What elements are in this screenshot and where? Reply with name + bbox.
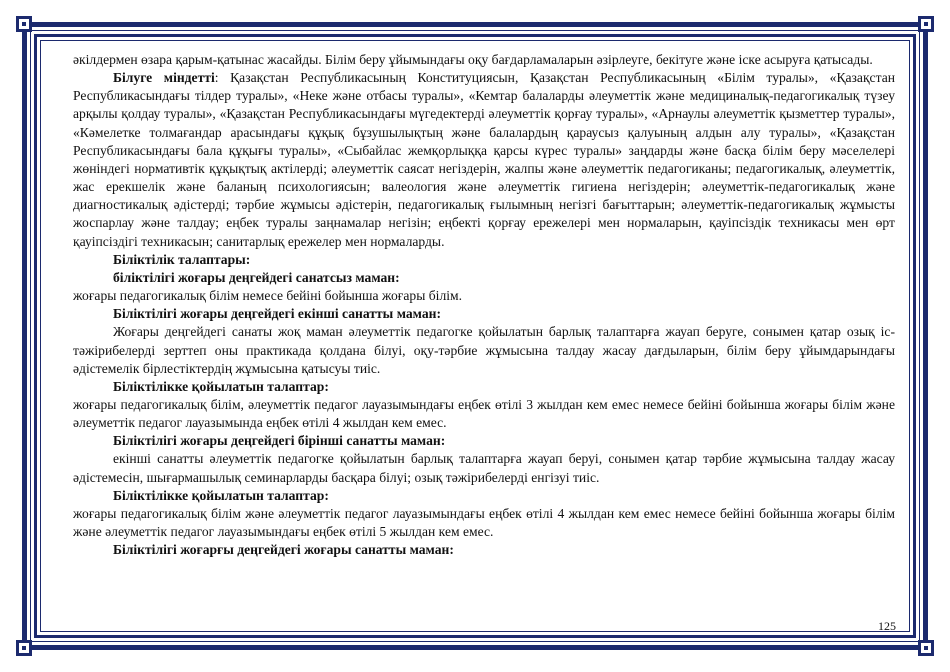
must-know-text: : Қазақстан Республикасының Конституциясын, Қазақстан Республикасының «Білім туралы», «Қазақстан Республикасындағы тілдер туралы», «Неке және отбасы туралы», «Кемтар балаларды әлеуметтік және медициналық-педагогикалық түзеу арқылы қолдау туралы», «Қазақстан Республикасындағы мүгедектерді әлеуметтік қорғау туралы», «Арнаулы әлеуметтік қызметтер туралы», «Кәмелетке толмағандар арасындағы құқық бұзушылықтың және балалардың қараусыз қалуының алдын алу туралы», «Қазақстан Республикасындағы бала құқығы туралы», «Сыбайлас жемқорлыққа қарсы күрес туралы» заңдарды және басқа білім беру мәселелері жөніндегі нормативтік құқықтық актілерді; әлеуметтік саясат негіздерін, жалпы және әлеуметтік педагогиканы; педагогикалық, әлеуметтік, жас ерекшелік және баланың психологиясын; валеология және әлеуметтік гигиена негіздерін; әлеуметтік-педагогикалық және диагностикалық әдістерді; тәрбие жұмысы әдістерін, педагогикалық ғылымның негізгі бағыттарын; әлеуметтік-педагогикалық жұмысты жоспарлау және талдау; еңбек туралы заңнамалар негізін; еңбекті қорғау ережелері мен нормаларын, қауіпсіздік техникасы мен өрт қауіпсіздігі техникасын; санитарлық ережелер мен нормаларды. [73, 70, 896, 249]
heading-first-category-specialist: Біліктілігі жоғары деңгейдегі бірінші санатты маман: [113, 433, 446, 449]
heading-first-category-requirements: Біліктілікке қойылатын талаптар: [113, 487, 329, 503]
paragraph-first-category-requirement: жоғары педагогикалық білім және әлеуметтік педагог лауазымындағы еңбек өтілі 4 жылдан кем емес немесе бейіні бойынша жоғары білім және әлеуметтік педагог лауазымындағы еңбек өтілі 5 жылдан кем емес. [73, 505, 895, 540]
paragraph-second-category-duties: Жоғары деңгейдегі санаты жоқ маман әлеуметтік педагогке қойылатын барлық талаптарға жауап беруге, сонымен қатар озық іс-тәжірибелерді зерттеп оны практикада қолдана білуі, оқу-тәрбие жұмысына талдау жасау дағдыларын, білім беру ұйымдарындағы әдістемелік бірлестіктердің жұмысына қатысуы тиіс. [73, 324, 895, 376]
heading-no-category-specialist: біліктілігі жоғары деңгейдегі санатсыз маман: [113, 269, 400, 285]
paragraph-must-know [73, 69, 895, 251]
paragraph-no-category-requirement: жоғары педагогикалық білім немесе бейіні бойынша жоғары білім. [73, 288, 463, 304]
must-know-lead: Білуге міндетті [113, 70, 215, 86]
corner-ornament-top-left [16, 16, 32, 32]
page-number: 125 [878, 619, 896, 630]
corner-ornament-top-right [918, 16, 934, 32]
corner-ornament-bottom-left [16, 640, 32, 656]
document-body [73, 51, 895, 559]
heading-highest-category-specialist: Біліктілігі жоғарғы деңгейдегі жоғары санатты маман: [113, 542, 454, 558]
heading-second-category-specialist: Біліктілігі жоғары деңгейдегі екінші санатты маман: [113, 306, 441, 322]
heading-qualification-requirements: Біліктілік талаптары: [113, 251, 251, 267]
paragraph-second-category-requirement: жоғары педагогикалық білім, әлеуметтік педагог лауазымындағы еңбек өтілі 3 жылдан кем емес немесе бейіні бойынша жоғары білім және әлеуметтік педагог лауазымында еңбек өтілі 4 жылдан кем емес. [73, 396, 895, 431]
corner-ornament-bottom-right [918, 640, 934, 656]
heading-second-category-requirements: Біліктілікке қойылатын талаптар: [113, 378, 329, 394]
paragraph-first-category-duties: екінші санатты әлеуметтік педагогке қойылатын барлық талаптарға жауап беруі, сонымен қатар тәрбие жұмысына талдау жасау әдістемесін, шығармашылық семинарларды басқара білуі; озық тәжірибелерді енгізуі тиіс. [73, 451, 895, 485]
paragraph-continuation: әкілдермен өзара қарым-қатынас жасайды. Білім беру ұйымындағы оқу бағдарламаларын әзірлеуге, бекітуге және іске асыруға қатысады. [73, 52, 873, 67]
